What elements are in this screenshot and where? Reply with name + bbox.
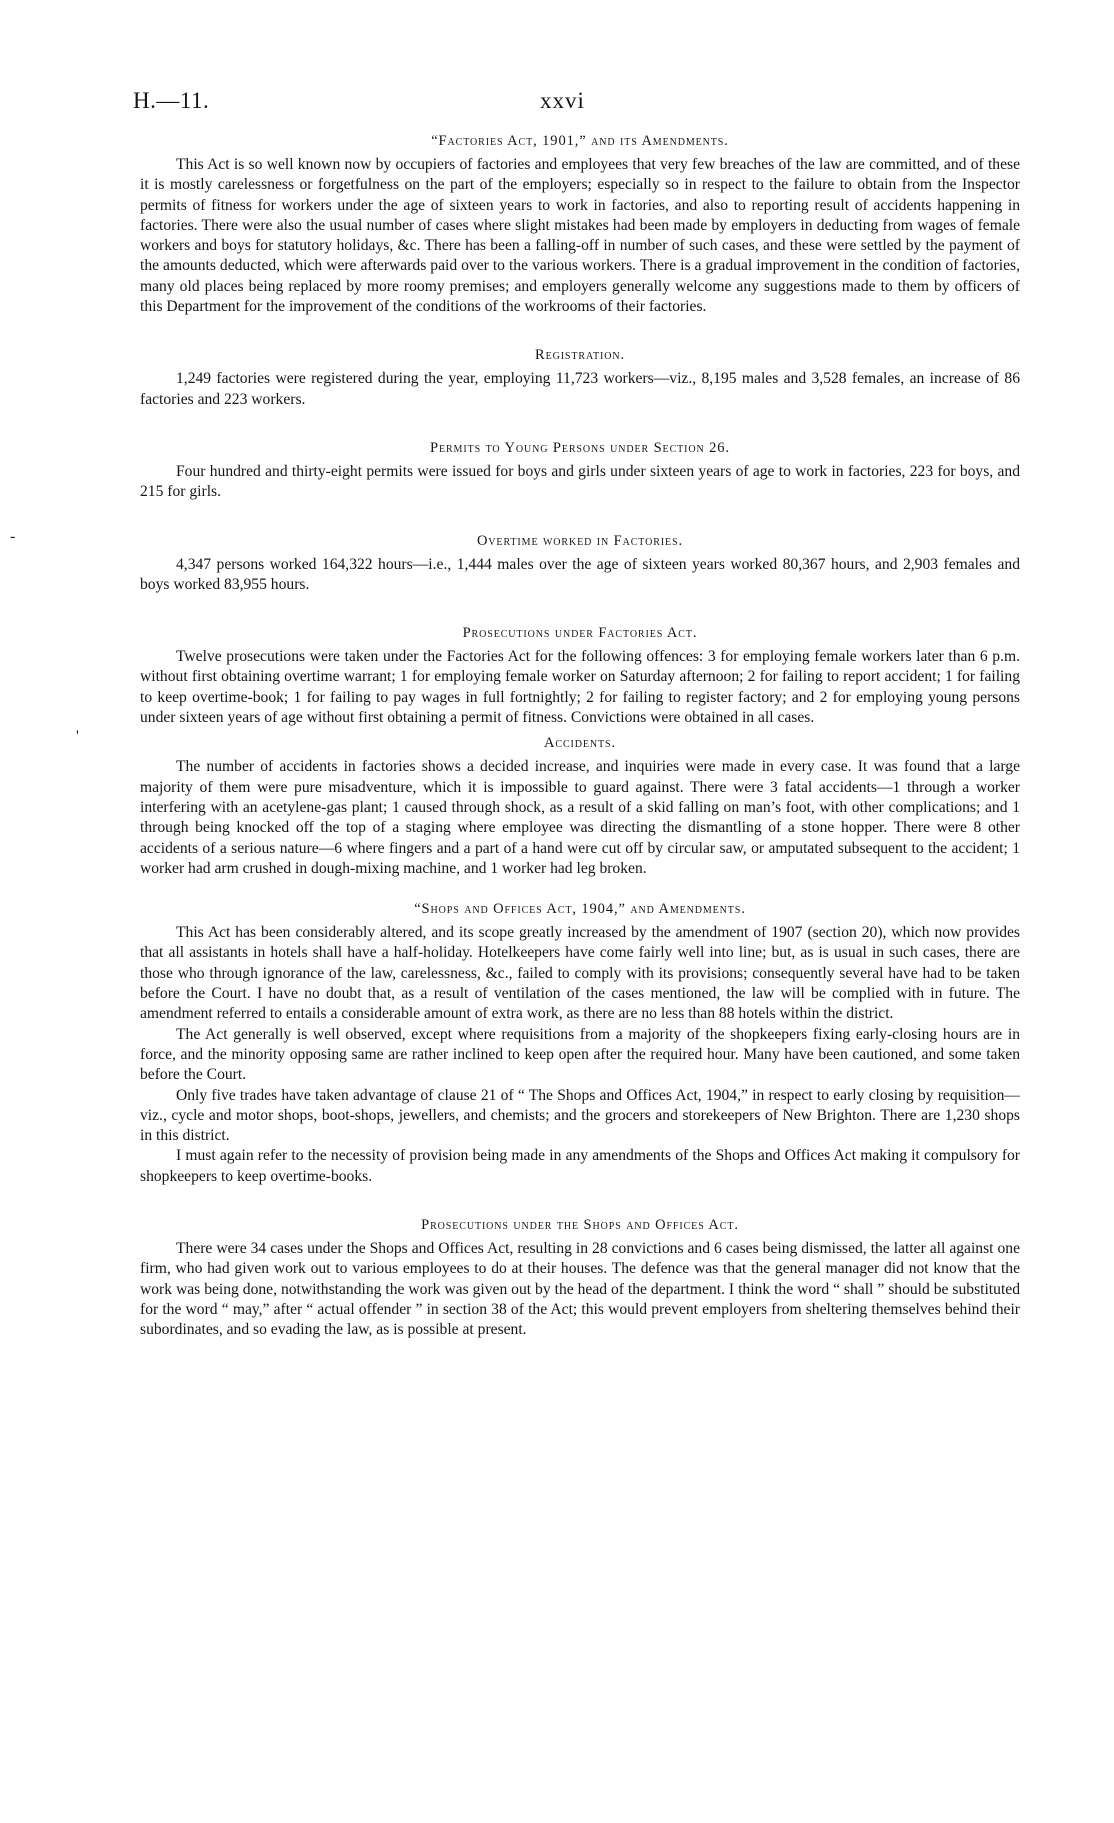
paragraph: I must again refer to the necessity of provision being made in any amendments of the Shops and Offices Act making it compulsory for shopkeepers to keep overtime-books. <box>140 1147 1020 1185</box>
page-number: xxvi <box>540 88 585 113</box>
margin-mark: ' <box>76 728 79 745</box>
section-heading-permits: Permits to Young Persons under Section 26. <box>430 439 730 456</box>
section-heading-overtime: Overtime worked in Factories. <box>476 532 684 549</box>
section-heading-registration: Registration. <box>535 347 625 364</box>
paragraph: Only five trades have taken advantage of clause 21 of “ The Shops and Offices Act, 1904,” in respect to early closing by requisition—viz., cycle and motor shops, boot-shops, jewellers, and chemists; and the grocers and storekeepers of New Brighton. There are 1,230 shops in this district. <box>140 1086 1020 1145</box>
document-body <box>140 131 1020 1340</box>
section-heading-prosecutions-factories: Prosecutions under Factories Act. <box>462 625 698 642</box>
section-heading-prosecutions-shops: Prosecutions under the Shops and Offices Act. <box>421 1216 739 1233</box>
paragraph: Twelve prosecutions were taken under the Factories Act for the following offences: 3 for employing female workers later than 6 p.m. without first obtaining overtime warrant; 1 for employing female worker on Saturday afternoon; 2 for failing to report accident; 1 for failing to keep overtime-book; 1 for failing to pay wages in full fortnightly; 2 for failing to register factory; and 2 for employing young persons under sixteen years of age without first obtaining a permit of fitness. Convictions were obtained in all cases. <box>140 648 1020 727</box>
paragraph: Four hundred and thirty-eight permits were issued for boys and girls under sixteen years of age to work in factories, 223 for boys, and 215 for girls. <box>140 462 1020 501</box>
paragraph: The number of accidents in factories shows a decided increase, and inquiries were made in every case. It was found that a large majority of them were pure misadventure, which it is impossible to guard against. There were 3 fatal accidents—1 through a worker interfering with an acetylene-gas plant; 1 caused through shock, as a result of a skid falling on man’s foot, with other complications; and 1 through being knocked off the top of a staging where employee was directing the dismantling of a stone hopper. There were 8 other accidents of a serious nature—6 where fingers and a part of a hand were cut off by circular saw, or amputated subsequent to the accident; 1 worker had arm crushed in dough-mixing machine, and 1 worker had leg broken. <box>140 758 1020 877</box>
paragraph: 4,347 persons worked 164,322 hours—i.e., 1,444 males over the age of sixteen years worked 80,367 hours, and 2,903 females and boys worked 83,955 hours. <box>140 555 1020 593</box>
paragraph: There were 34 cases under the Shops and Offices Act, resulting in 28 convictions and 6 cases being dismissed, the latter all against one firm, who had given work out to various employees to do at their houses. The defence was that the general manager did not know that the work was being done, notwithstanding the work was given out by the head of the department. I think the word “ shall ” should be substituted for the word “ may,” after “ actual offender ” in section 38 of the Act; this would prevent employers from sheltering themselves behind their subordinates, and so evading the law, as is possible at present. <box>140 1239 1020 1339</box>
paragraph: This Act has been considerably altered, and its scope greatly increased by the amendment of 1907 (section 20), which now provides that all assistants in hotels shall have a half-holiday. Hotelkeepers have come fairly well into line; but, as is usual in such cases, there are those who through ignorance of the law, carelessness, &c., failed to comply with its provisions; consequently several have had to be taken before the Court. I have no doubt that, as a result of ventilation of the cases mentioned, the law will be complied with in future. The amendment referred to entails a considerable amount of extra work, as there are no less than 88 hotels within the district. <box>140 924 1020 1023</box>
paragraph: The Act generally is well observed, except where requisitions from a majority of the shopkeepers fixing early-closing hours are in force, and the minority opposing same are rather inclined to keep open after the required hour. Many have been cautioned, and some taken before the Court. <box>140 1025 1020 1084</box>
section-heading-accidents: Accidents. <box>544 735 616 752</box>
section-heading-shops-act: “Shops and Offices Act, 1904,” and Amendments. <box>414 901 746 918</box>
paragraph: 1,249 factories were registered during the year, employing 11,723 workers—viz., 8,195 males and 3,528 females, an increase of 86 factories and 223 workers. <box>140 370 1020 408</box>
page-reference: H.—11. <box>133 88 210 113</box>
section-heading-factories-act: “Factories Act, 1901,” and its Amendments. <box>431 133 729 149</box>
margin-mark: - <box>10 528 16 545</box>
paragraph: This Act is so well known now by occupiers of factories and employees that very few breaches of the law are committed, and of these it is mostly carelessness or forgetfulness on the part of the employers; especially so in respect to the failure to obtain from the Inspector permits of fitness for workers under the age of sixteen years to work in factories, and also to reporting result of accidents happening in factories. There were also the usual number of cases where slight mistakes had been made by employers in deducting from wages of female workers and boys for statutory holidays, &c. There has been a falling-off in number of such cases, and these were settled by the payment of the amounts deducted, which were afterwards paid over to the various workers. There is a gradual improvement in the condition of factories, many old places being replaced by more roomy premises; and employers generally welcome any suggestions made to them by officers of this Department for the improvement of the conditions of the workrooms of their factories. <box>140 156 1020 316</box>
